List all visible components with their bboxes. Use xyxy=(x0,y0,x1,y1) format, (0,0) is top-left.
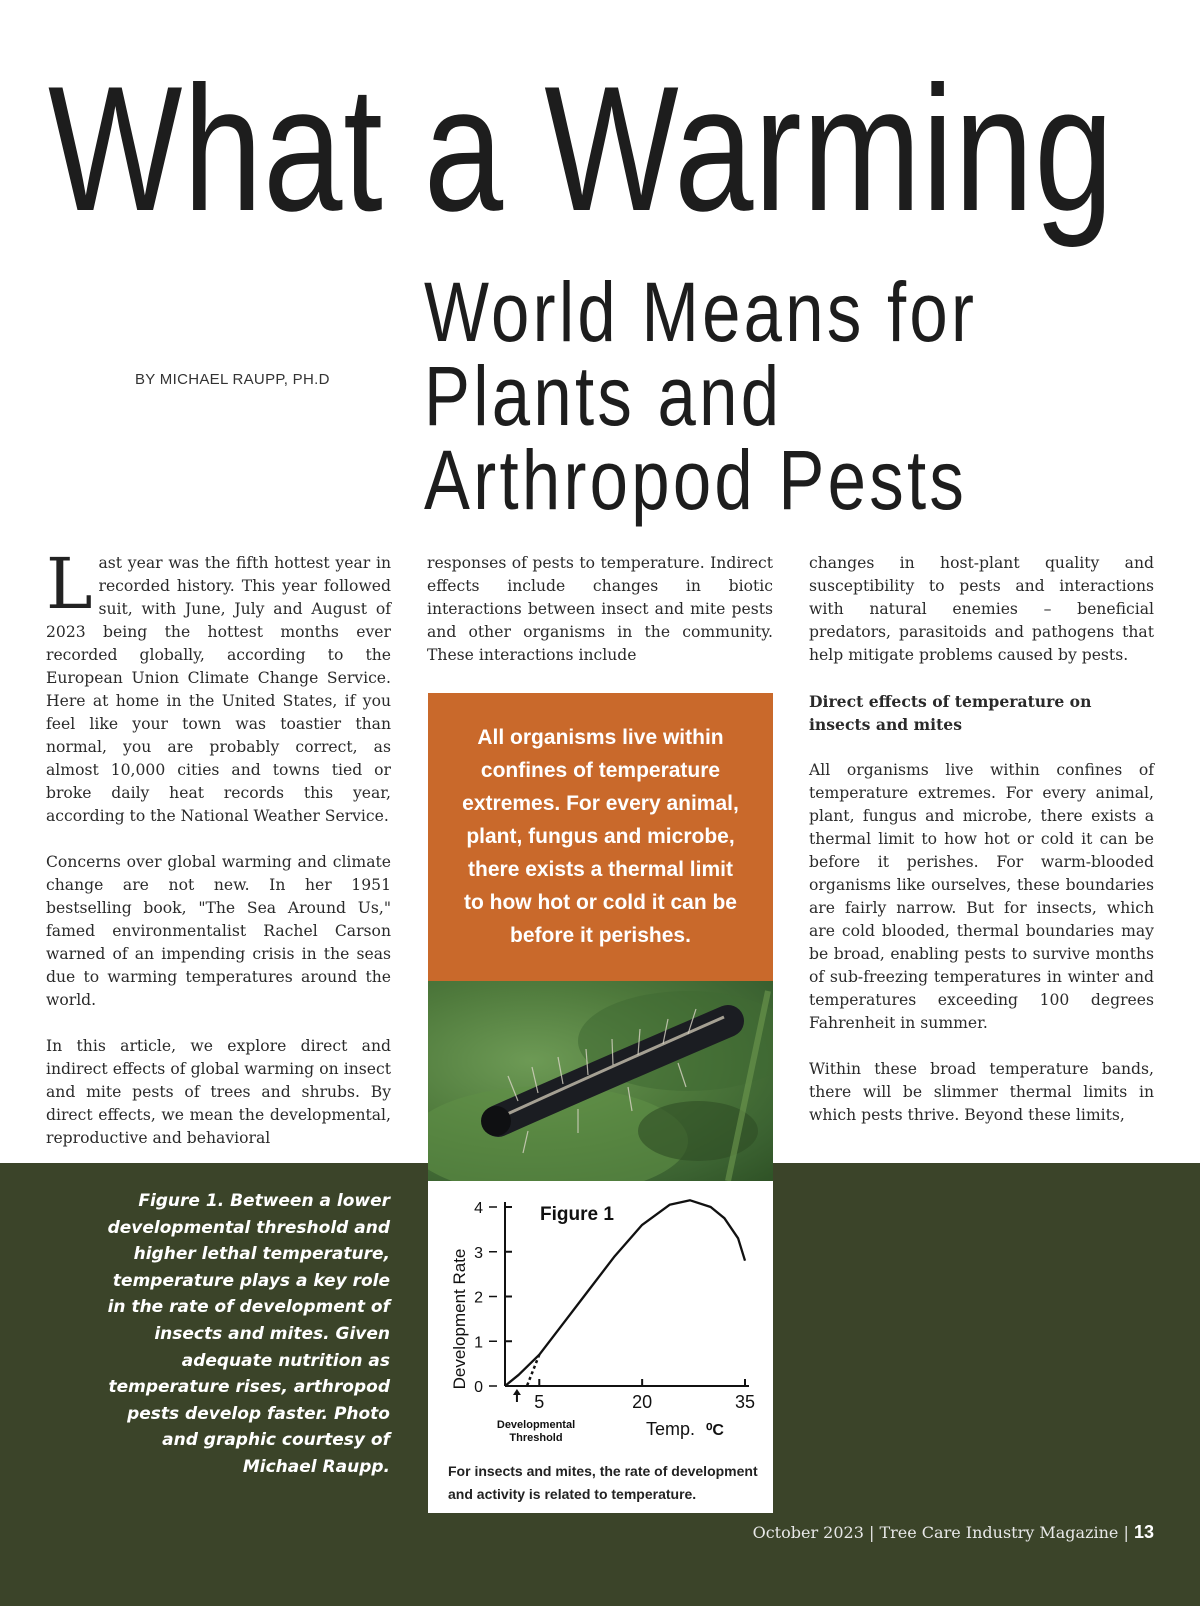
footer-text: October 2023 | Tree Care Industry Magazine | xyxy=(752,1523,1129,1542)
paragraph: changes in host-plant quality and susceptibility to pests and interactions with natural enemies – beneficial predators, parasitoids and pathogens that help mitigate problems caused by pests. xyxy=(809,554,1154,664)
y-tick-label: 0 xyxy=(474,1379,483,1396)
byline: BY MICHAEL RAUPP, PH.D xyxy=(135,371,330,388)
headline-sub-line: World Means for xyxy=(424,265,978,359)
x-tick-label: 5 xyxy=(534,1392,545,1412)
x-axis-unit: ⁰C xyxy=(706,1422,724,1439)
threshold-label: Developmental xyxy=(496,1419,576,1431)
figure-inline-caption: For insects and mites, the rate of development and activity is related to temperature. xyxy=(448,1463,758,1502)
chart-title: Figure 1 xyxy=(540,1204,614,1225)
column-1 xyxy=(46,543,391,1173)
drop-cap: L xyxy=(46,543,93,625)
paragraph: Within these broad temperature bands, there will be slimmer thermal limits in which pests thrive. Beyond these limits, xyxy=(809,1060,1154,1124)
y-tick-label: 4 xyxy=(474,1200,483,1217)
headline-sub xyxy=(424,265,978,527)
column-2 xyxy=(427,552,773,690)
paragraph: All organisms live within confines of temperature extremes. For every animal, plant, fungus and microbe, there exists a thermal limit to how hot or cold it can be before it perishes. For warm-blooded organisms like ourselves, these boundaries are fairly narrow. But for insects, which are cold blooded, thermal boundaries may be broad, enabling pests to survive months of sub-freezing temperatures in winter and temperatures exceeding 100 degrees Fahrenheit in summer. xyxy=(809,761,1154,1032)
headline-sub-line: Arthropod Pests xyxy=(424,433,968,527)
x-tick-label: 35 xyxy=(734,1392,756,1412)
paragraph: responses of pests to temperature. Indirect effects include changes in biotic interactions between insect and mite pests and other organisms in the community. These interactions include xyxy=(427,554,773,664)
y-axis-label: Development Rate xyxy=(450,1248,469,1390)
figure-box xyxy=(428,1181,773,1513)
paragraph: In this article, we explore direct and indirect effects of global warming on insect and mite pests of trees and shrubs. By direct effects, we mean the developmental, reproductive and behavioral xyxy=(46,1037,391,1147)
caterpillar-illustration xyxy=(428,981,773,1181)
pull-quote: All organisms live within confines of temperature extremes. For every animal, plant, fungus and microbe, there exists a thermal limit to how hot or cold it can be before it perishes. xyxy=(428,693,773,981)
figure-caption: Figure 1. Between a lower developmental threshold and higher lethal temperature, temperature plays a key role in the rate of development of insects and mites. Given adequate nutrition as temperature rises, arthropod pests develop faster. Photo and graphic courtesy of Michael Raupp. xyxy=(107,1191,390,1477)
section-subhead: Direct effects of temperature on insects and mites xyxy=(809,692,1092,734)
column-3 xyxy=(809,552,1154,1150)
headline-sub-line: Plants and xyxy=(424,349,783,443)
y-tick-label: 3 xyxy=(474,1244,483,1262)
x-axis-label: Temp. xyxy=(646,1419,696,1439)
page-footer xyxy=(753,1522,1154,1543)
headline-main: What a Warming xyxy=(48,49,1115,248)
threshold-arrowhead xyxy=(513,1389,521,1395)
development-curve xyxy=(505,1200,745,1386)
paragraph: Concerns over global warming and climate change are not new. In her 1951 bestselling book, "The Sea Around Us," famed environmentalist Rachel Carson warned of an impending crisis in the seas due to warming temperatures around the world. xyxy=(46,853,391,1009)
y-tick-label: 1 xyxy=(474,1334,483,1352)
y-tick-label: 2 xyxy=(474,1289,483,1307)
page-number: 13 xyxy=(1133,1522,1154,1542)
threshold-label: Threshold xyxy=(509,1432,563,1444)
development-rate-chart xyxy=(428,1181,773,1456)
x-tick-label: 20 xyxy=(632,1392,653,1412)
paragraph: Last year was the fifth hottest year in recorded history. This year followed suit, with June, July and August of 2023 being the hottest months ever recorded globally, according to the European Union Climate Change Service. Here at home in the United States, if you feel like your town was toastier than normal, you are probably correct, as almost 10,000 cities and towns tied or broke daily heat records this year, according to the National Weather Service. xyxy=(46,543,391,825)
caterpillar-photo xyxy=(428,981,773,1181)
